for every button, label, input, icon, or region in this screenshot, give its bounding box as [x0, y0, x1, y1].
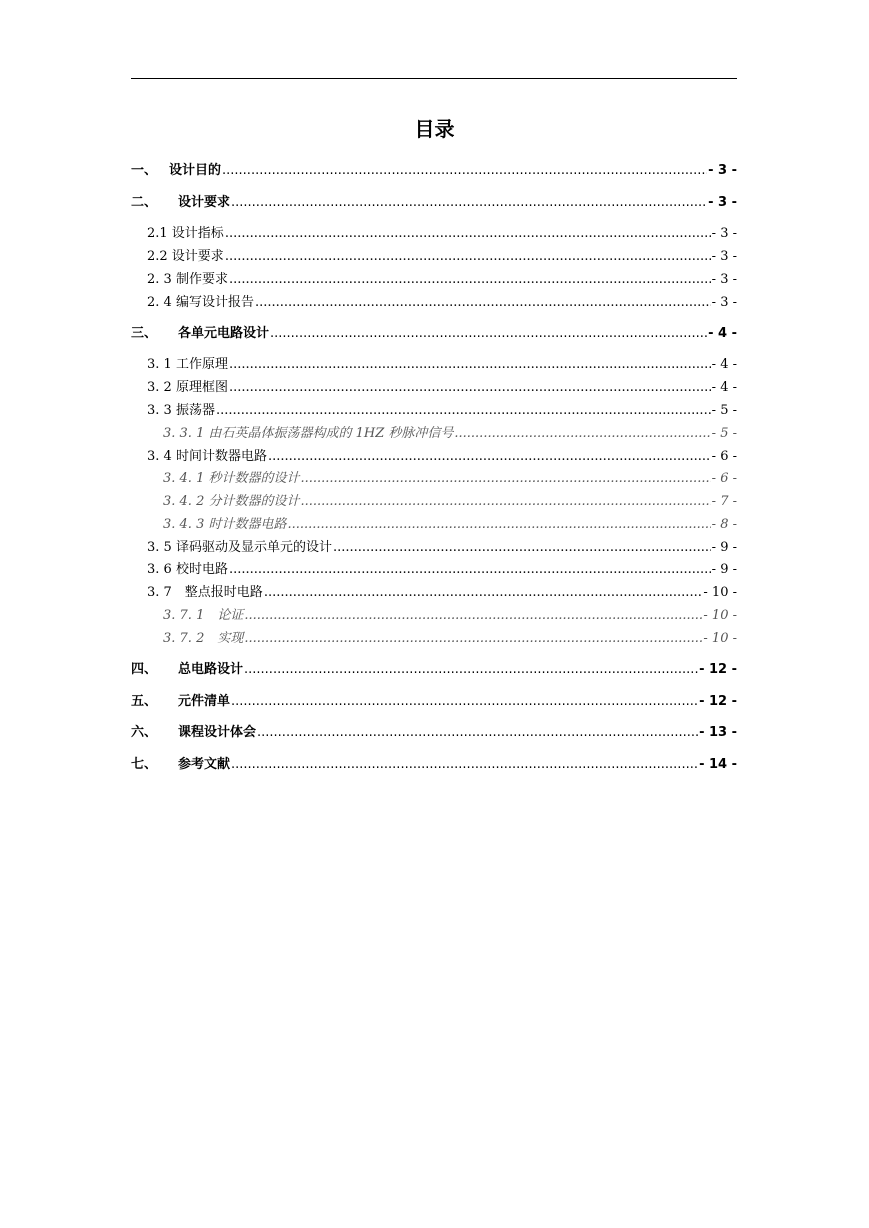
toc-leader-dots — [231, 693, 698, 711]
toc-entry-text: 课程设计体会 — [178, 725, 257, 740]
toc-entry-text: 设计目的 — [169, 163, 222, 178]
toc-entry-text: 3. 7. 2 实现 — [163, 631, 244, 646]
toc-entry[interactable] — [131, 162, 737, 180]
toc-leader-dots — [231, 756, 698, 774]
toc-title: 目录 — [414, 117, 455, 141]
toc-entry-text: 3. 7 整点报时电路 — [147, 585, 263, 600]
toc-entry-page: - 3 - — [711, 272, 737, 287]
toc-leader-dots — [255, 294, 711, 312]
toc-entry[interactable] — [131, 325, 737, 343]
toc-entry-page: - 5 - — [711, 426, 737, 441]
toc-entry-page: - 3 - — [711, 226, 737, 241]
toc-entry[interactable] — [131, 225, 737, 243]
toc-entry-text: 3. 4. 2 分计数器的设计 — [163, 494, 300, 509]
toc-leader-dots — [257, 724, 698, 742]
toc-entry[interactable] — [131, 516, 737, 534]
toc-entry[interactable] — [131, 271, 737, 289]
toc-entry-text: 2.1 设计指标 — [147, 226, 224, 241]
toc-leader-dots — [222, 162, 707, 180]
toc-entry[interactable] — [131, 448, 737, 466]
toc-leader-dots — [229, 271, 711, 289]
toc-entry-text: 总电路设计 — [178, 662, 244, 677]
toc-entry-text: 3. 3. 1 由石英晶体振荡器构成的 1HZ 秒脉冲信号 — [163, 426, 454, 441]
toc-entry[interactable] — [131, 539, 737, 557]
toc-entry[interactable] — [131, 402, 737, 420]
header-rule — [131, 78, 737, 79]
toc-entry-page: - 3 - — [711, 249, 737, 264]
toc-entry-text: 3. 7. 1 论证 — [163, 608, 244, 623]
toc-entry-number: 三、 — [131, 326, 158, 341]
toc-leader-dots — [333, 539, 711, 557]
toc-leader-dots — [229, 356, 711, 374]
toc-entry-text: 3. 4. 3 时计数器电路 — [163, 517, 287, 532]
toc-leader-dots — [454, 425, 710, 443]
toc-entry-number: 一、 — [131, 163, 158, 178]
toc-entry-page: - 10 - — [703, 585, 737, 600]
toc-entry-text: 设计要求 — [178, 195, 231, 210]
toc-entry-page: - 3 - — [708, 163, 737, 178]
toc-entry-text: 3. 4 时间计数器电路 — [147, 449, 267, 464]
toc-entry-number: 二、 — [131, 195, 158, 210]
toc-entry-text: 元件清单 — [178, 694, 231, 709]
toc-leader-dots — [270, 325, 707, 343]
toc-entry-page: - 3 - — [708, 195, 737, 210]
toc-leader-dots — [216, 402, 711, 420]
toc-entry[interactable] — [131, 661, 737, 679]
toc-leader-dots — [264, 584, 703, 602]
toc-entry[interactable] — [131, 493, 737, 511]
toc-entry-page: - 14 - — [699, 757, 737, 772]
toc-entry-page: - 4 - — [711, 380, 737, 395]
toc-entry-page: - 10 - — [703, 631, 737, 646]
toc-leader-dots — [229, 379, 711, 397]
toc-leader-dots — [300, 493, 710, 511]
toc-entry-text: 3. 1 工作原理 — [147, 357, 228, 372]
toc-leader-dots — [225, 225, 711, 243]
toc-entry[interactable] — [131, 584, 737, 602]
toc-entry-page: - 6 - — [711, 449, 737, 464]
toc-entry[interactable] — [131, 248, 737, 266]
toc-entry-number: 六、 — [131, 725, 158, 740]
toc-entry[interactable] — [131, 630, 737, 648]
toc-entry-page: - 4 - — [708, 326, 737, 341]
toc-entry-text: 参考文献 — [178, 757, 231, 772]
toc-entry[interactable] — [131, 693, 737, 711]
toc-entry-page: - 10 - — [703, 608, 737, 623]
toc-entry[interactable] — [131, 756, 737, 774]
toc-entry-page: - 9 - — [711, 562, 737, 577]
toc-entry[interactable] — [131, 356, 737, 374]
toc-entry-page: - 7 - — [711, 494, 737, 509]
toc-leader-dots — [244, 630, 702, 648]
toc-entry[interactable] — [131, 561, 737, 579]
toc-entry[interactable] — [131, 425, 737, 443]
toc-leader-dots — [244, 607, 702, 625]
toc-entry-page: - 12 - — [699, 662, 737, 677]
toc-entry-text: 3. 2 原理框图 — [147, 380, 228, 395]
toc-entry-page: - 13 - — [699, 725, 737, 740]
toc-entry-page: - 9 - — [711, 540, 737, 555]
toc-entry-page: - 5 - — [711, 403, 737, 418]
toc-entry-number: 五、 — [131, 694, 158, 709]
toc-leader-dots — [231, 194, 707, 212]
toc-leader-dots — [287, 516, 710, 534]
toc-leader-dots — [300, 470, 710, 488]
toc-entry-page: - 6 - — [711, 471, 737, 486]
toc-entry[interactable] — [131, 294, 737, 312]
toc-entry-text: 3. 4. 1 秒计数器的设计 — [163, 471, 300, 486]
toc-entry-page: - 4 - — [711, 357, 737, 372]
toc-leader-dots — [225, 248, 711, 266]
toc-leader-dots — [244, 661, 698, 679]
toc-entry[interactable] — [131, 194, 737, 212]
toc-entry-number: 七、 — [131, 757, 158, 772]
toc-entry-page: - 12 - — [699, 694, 737, 709]
toc-entry[interactable] — [131, 379, 737, 397]
toc-entry-number: 四、 — [131, 662, 158, 677]
toc-entry-text: 3. 5 译码驱动及显示单元的设计 — [147, 540, 332, 555]
toc-entry-page: - 8 - — [711, 517, 737, 532]
toc-entry-text: 3. 6 校时电路 — [147, 562, 228, 577]
toc-entry-page: - 3 - — [711, 295, 737, 310]
toc-leader-dots — [268, 448, 711, 466]
toc-entry-text: 2. 4 编写设计报告 — [147, 295, 254, 310]
toc-entry-text: 3. 3 振荡器 — [147, 403, 215, 418]
toc-entry[interactable] — [131, 470, 737, 488]
toc-entry[interactable] — [131, 724, 737, 742]
toc-leader-dots — [229, 561, 711, 579]
toc-entry[interactable] — [131, 607, 737, 625]
toc-entry-text: 各单元电路设计 — [178, 326, 270, 341]
toc-entry-text: 2. 3 制作要求 — [147, 272, 228, 287]
toc-entry-text: 2.2 设计要求 — [147, 249, 224, 264]
